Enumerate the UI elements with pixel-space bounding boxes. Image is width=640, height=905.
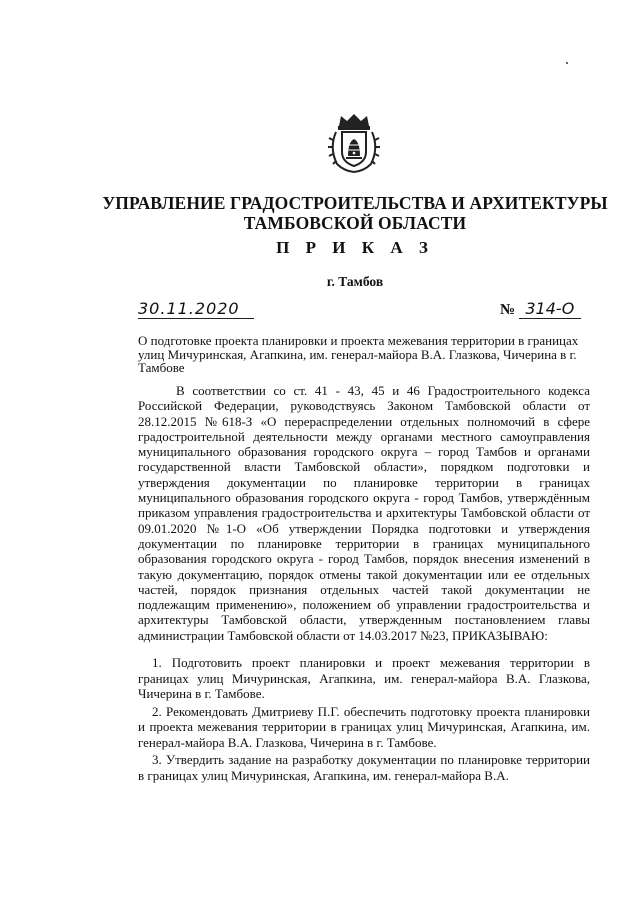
organization-name-line2: ТАМБОВСКОЙ ОБЛАСТИ (243, 213, 467, 233)
number-value: 314-О (519, 300, 581, 319)
number-label: № (500, 302, 516, 318)
order-items (138, 655, 590, 785)
order-item-3: 3. Утвердить задание на разработку документации по планировке территории в границах улиц Мичуринская, Агапкина, им. генерал-майора В.А. (138, 752, 590, 783)
document-date: 30.11.2020 (138, 300, 254, 319)
organization-name-line1: УПРАВЛЕНИЕ ГРАДОСТРОИТЕЛЬСТВА И АРХИТЕКТУРЫ (102, 193, 608, 213)
document-type: П Р И К А З (276, 238, 434, 257)
preamble-paragraph: В соответствии со ст. 41 - 43, 45 и 46 Градостроительного кодекса Российской Федерации, руководствуясь Законом Тамбовской области от 28.12.2015 №618-З «О перераспределении отдельных полномочий в сфере градостроительной деятельности между органами местного самоуправления муниципального образования городского округа – город Тамбов и органами государственной власти Тамбовской области», порядком подготовки и утверждения документации по планировке территории в границах муниципального образования городского округа - город Тамбов, утверждённым приказом управления градостроительства и архитектуры Тамбовской области от 09.01.2020 №1-О «Об утверждении Порядка подготовки и утверждения документации по планировке территории в границах муниципального образования городского округа - город Тамбов, порядок внесения изменений в такую документацию, порядок отмены такой документации или ее отдельных частей, порядок признания отдельных частей такой документации не подлежащим применению», положением об управлении градостроительства и архитектуры Тамбовской области, утвержденным постановлением главы администрации Тамбовской области от 14.03.2017 №23, ПРИКАЗЫВАЮ: (138, 383, 590, 643)
document-number (500, 300, 590, 319)
order-item-2: 2. Рекомендовать Дмитриеву П.Г. обеспечить подготовку проекта планировки и проекта межевания территории в границах улиц Мичуринская, Агапкина, им. генерал-майора В.А. Глазкова, Чичерина в г. Тамбове. (138, 703, 590, 750)
document-city: г. Тамбов (326, 274, 384, 289)
organization-name (100, 193, 610, 233)
order-item-1: 1. Подготовить проект планировки и проект межевания территории в границах улиц Мичуринская, Агапкина, им. генерал-майора В.А. Глазкова, Чичерина в г. Тамбове. (138, 655, 590, 701)
scan-speck (566, 62, 568, 64)
document-subject: О подготовке проекта планировки и проекта межевания территории в границах улиц Мичуринская, Агапкина, им. генерал-майора В.А. Глазкова, Чичерина в г. Тамбове (138, 333, 579, 375)
tambov-coat-of-arms-icon (327, 112, 381, 174)
